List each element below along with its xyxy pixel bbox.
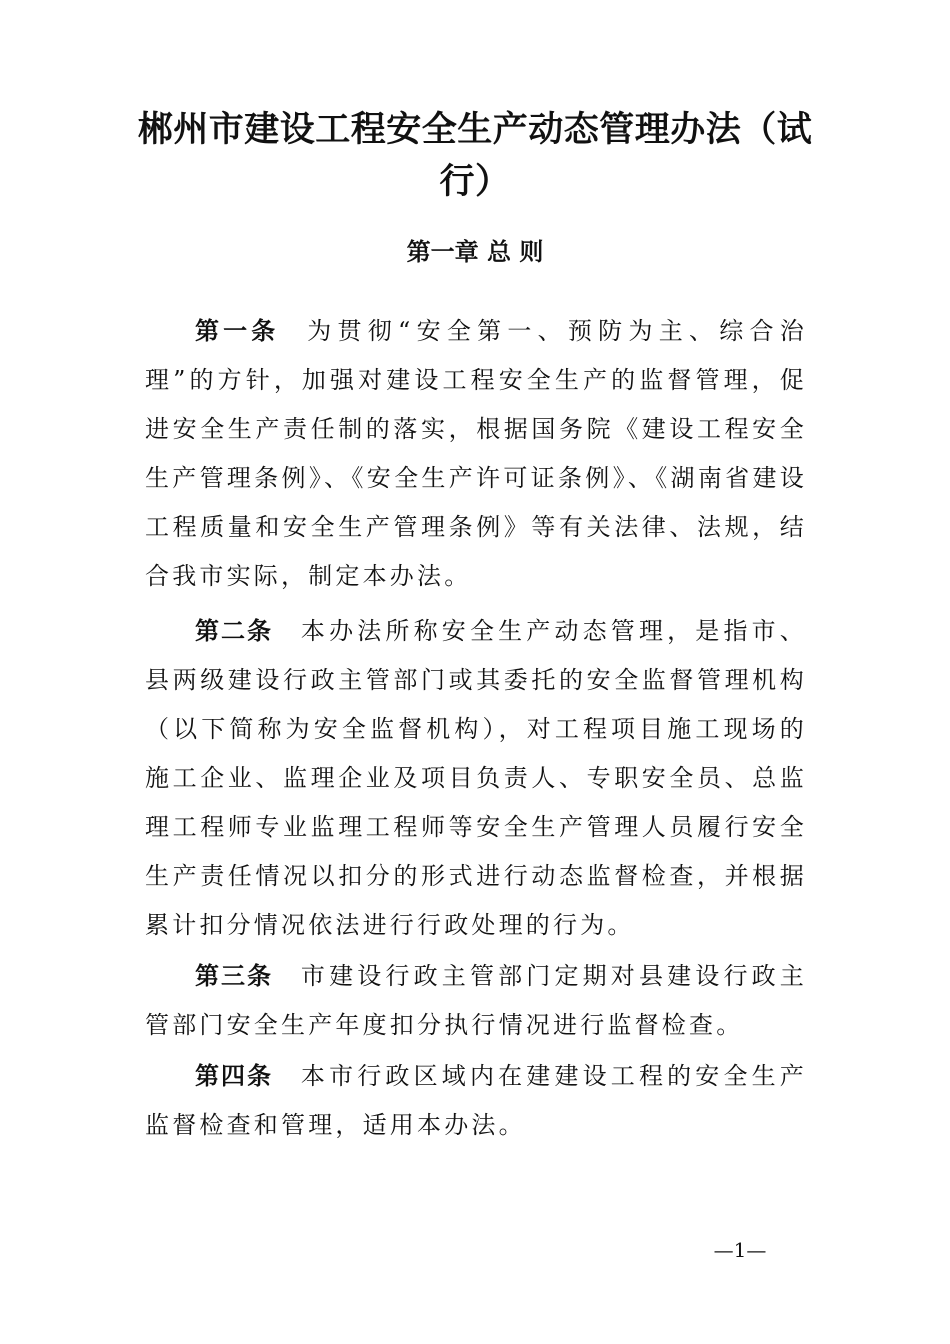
article-3-label: 第三条: [195, 961, 273, 990]
article-3-text: 市建设行政主管部门定期对县建设行政主管部门安全生产年度扣分执行情况进行监督检查。: [145, 962, 808, 1039]
article-3: [145, 951, 807, 1050]
article-2: [145, 606, 807, 950]
article-2-text: 本办法所称安全生产动态管理，是指市、县两级建设行政主管部门或其委托的安全监督管理机构（以下简称为安全监督机构），对工程项目施工现场的施工企业、监理企业及项目负责人、专职安全员、总监理工程师专业监理工程师等安全生产管理人员履行安全生产责任情况以扣分的形式进行动态监督检查，并根据累计扣分情况依法进行行政处理的行为。: [145, 617, 808, 939]
article-4: [145, 1051, 807, 1150]
article-4-text: 本市行政区域内在建建设工程的安全生产监督检查和管理，适用本办法。: [145, 1062, 808, 1139]
article-1-text: 为贯彻“安全第一、预防为主、综合治理”的方针，加强对建设工程安全生产的监督管理，促进安全生产责任制的落实，根据国务院《建设工程安全生产管理条例》、《安全生产许可证条例》、《湖南省建设工程质量和安全生产管理条例》等有关法律、法规，结合我市实际，制定本办法。: [145, 317, 808, 590]
article-1-label: 第一条: [195, 316, 280, 345]
document-title: 郴州市建设工程安全生产动态管理办法（试行）: [137, 109, 813, 202]
article-1: [145, 306, 807, 601]
article-4-label: 第四条: [195, 1061, 273, 1090]
article-2-label: 第二条: [195, 616, 273, 645]
page-number: —1—: [713, 1238, 767, 1262]
chapter-heading: 第一章 总 则: [406, 237, 544, 266]
